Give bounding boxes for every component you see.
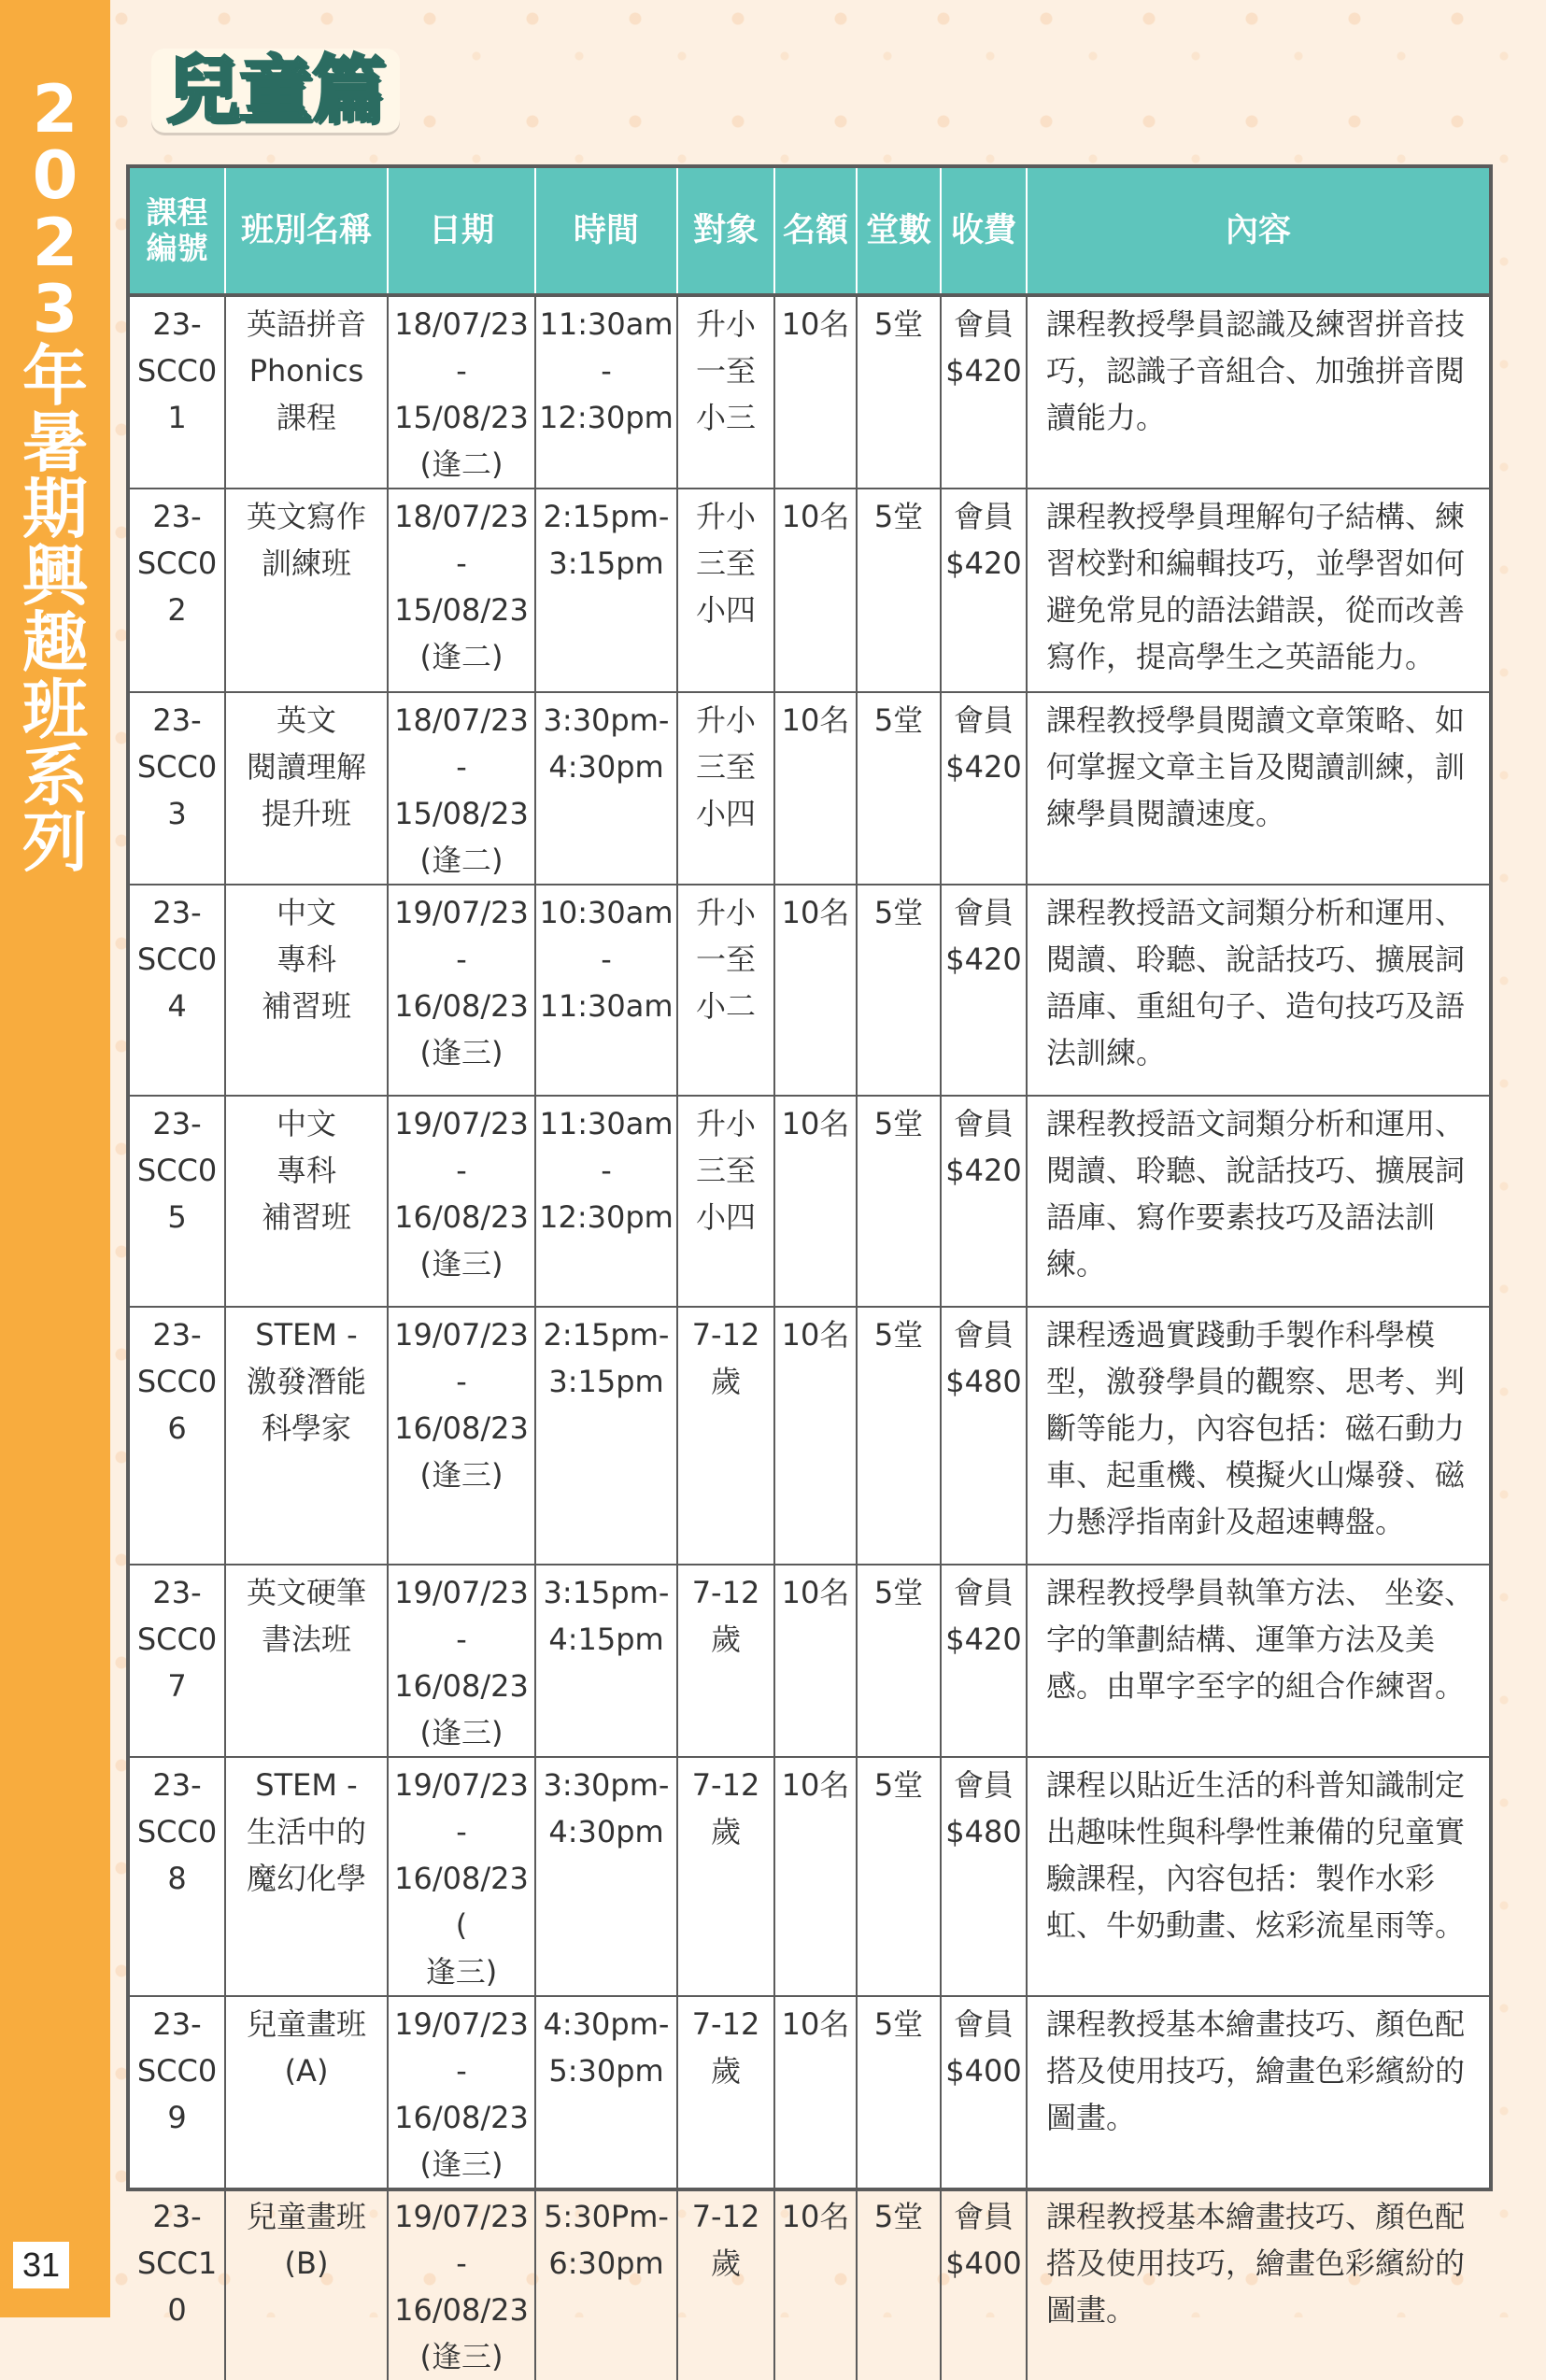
- course-sessions: 5堂: [857, 885, 941, 1096]
- course-time: 3:30pm- 4:30pm: [535, 1757, 677, 1996]
- table-row: [130, 1757, 1489, 1996]
- header-time: 時間: [535, 168, 677, 295]
- course-code: 23- SCC05: [130, 1096, 225, 1307]
- course-fee: 會員 $420: [941, 1096, 1027, 1307]
- course-content: 課程教授學員理解句子結構、練習校對和編輯技巧，並學習如何避免常見的語法錯誤，從而改善寫作，提高學生之英語能力。: [1027, 489, 1489, 692]
- course-content: 課程教授學員執筆方法、 坐姿、字的筆劃結構、運筆方法及美感。由單字至字的組合作練習。: [1027, 1565, 1489, 1757]
- course-target: 7-12歲: [677, 1996, 774, 2189]
- table-row: [130, 1307, 1489, 1565]
- course-content: 課程教授基本繪畫技巧、顏色配搭及使用技巧，繪畫色彩繽紛的圖畫。: [1027, 1996, 1489, 2189]
- course-sessions: 5堂: [857, 1757, 941, 1996]
- course-date: 19/07/23- 16/08/23 ( 逢三): [388, 1757, 535, 1996]
- header-code: 課程 編號: [130, 168, 225, 295]
- side-bar: [0, 0, 110, 2317]
- course-name: STEM - 激發潛能 科學家: [225, 1307, 388, 1565]
- course-sessions: 5堂: [857, 1096, 941, 1307]
- course-fee: 會員 $400: [941, 2189, 1027, 2380]
- course-time: 11:30am- 12:30pm: [535, 295, 677, 489]
- series-title-char: 列: [22, 804, 88, 882]
- course-quota: 10名: [774, 1757, 857, 1996]
- course-content: 課程透過實踐動手製作科學模型，激發學員的觀察、思考、判斷等能力，內容包括：磁石動力車、起重機、模擬火山爆發、磁力懸浮指南針及超速轉盤。: [1027, 1307, 1489, 1565]
- course-target: 7-12歲: [677, 1757, 774, 1996]
- course-content: 課程教授學員閱讀文章策略、如何掌握文章主旨及閱讀訓練，訓練學員閱讀速度。: [1027, 692, 1489, 885]
- course-name: 英文寫作 訓練班: [225, 489, 388, 692]
- course-name: 兒童畫班 (A): [225, 1996, 388, 2189]
- course-fee: 會員 $400: [941, 1996, 1027, 2189]
- series-title-char: 趣: [22, 604, 88, 682]
- course-quota: 10名: [774, 1996, 857, 2189]
- table-row: [130, 489, 1489, 692]
- course-time: 3:30pm- 4:30pm: [535, 692, 677, 885]
- course-time: 2:15pm- 3:15pm: [535, 489, 677, 692]
- course-name: STEM - 生活中的 魔幻化學: [225, 1757, 388, 1996]
- header-content: 內容: [1027, 168, 1489, 295]
- course-sessions: 5堂: [857, 692, 941, 885]
- course-name: 中文 專科 補習班: [225, 885, 388, 1096]
- course-quota: 10名: [774, 295, 857, 489]
- series-title-char: 暑: [22, 404, 88, 481]
- table-row: [130, 295, 1489, 489]
- course-time: 10:30am- 11:30am: [535, 885, 677, 1096]
- table-row: [130, 692, 1489, 885]
- course-time: 11:30am- 12:30pm: [535, 1096, 677, 1307]
- course-date: 19/07/23- 16/08/23 (逢三): [388, 1096, 535, 1307]
- series-title-char: 期: [22, 471, 88, 548]
- course-target: 7-12歲: [677, 1307, 774, 1565]
- header-quota: 名額: [774, 168, 857, 295]
- table-row: [130, 885, 1489, 1096]
- table-header-row: [130, 168, 1489, 295]
- table-row: [130, 1096, 1489, 1307]
- section-title: 兒童篇: [151, 49, 400, 133]
- series-title-char: 興: [22, 537, 88, 615]
- course-fee: 會員 $480: [941, 1757, 1027, 1996]
- table-row: [130, 1996, 1489, 2189]
- course-target: 升小 三至 小四: [677, 1096, 774, 1307]
- course-name: 英文硬筆 書法班: [225, 1565, 388, 1757]
- course-code: 23- SCC04: [130, 885, 225, 1096]
- course-date: 18/07/23- 15/08/23 (逢二): [388, 489, 535, 692]
- course-code: 23- SCC10: [130, 2189, 225, 2380]
- course-code: 23- SCC07: [130, 1565, 225, 1757]
- course-code: 23- SCC01: [130, 295, 225, 489]
- course-sessions: 5堂: [857, 1996, 941, 2189]
- course-sessions: 5堂: [857, 489, 941, 692]
- course-fee: 會員 $480: [941, 1307, 1027, 1565]
- series-title-char: 2: [32, 204, 78, 281]
- course-name: 英語拼音 Phonics 課程: [225, 295, 388, 489]
- course-quota: 10名: [774, 885, 857, 1096]
- table-row: [130, 2189, 1489, 2380]
- course-quota: 10名: [774, 1307, 857, 1565]
- course-name: 兒童畫班 (B): [225, 2189, 388, 2380]
- series-title-char: 0: [32, 137, 78, 215]
- course-time: 5:30Pm- 6:30pm: [535, 2189, 677, 2380]
- course-quota: 10名: [774, 692, 857, 885]
- course-quota: 10名: [774, 1096, 857, 1307]
- course-content: 課程教授基本繪畫技巧、顏色配搭及使用技巧，繪畫色彩繽紛的圖畫。: [1027, 2189, 1489, 2380]
- course-content: 課程教授學員認識及練習拼音技巧，認識子音組合、加強拼音閱讀能力。: [1027, 295, 1489, 489]
- course-date: 18/07/23- 15/08/23 (逢二): [388, 692, 535, 885]
- header-target: 對象: [677, 168, 774, 295]
- header-date: 日期: [388, 168, 535, 295]
- page-number: 31: [13, 2242, 69, 2288]
- course-date: 19/07/23- 16/08/23 (逢三): [388, 2189, 535, 2380]
- course-fee: 會員 $420: [941, 1565, 1027, 1757]
- course-code: 23- SCC06: [130, 1307, 225, 1565]
- course-date: 19/07/23- 16/08/23 (逢三): [388, 1996, 535, 2189]
- series-title-char: 年: [22, 337, 88, 415]
- course-fee: 會員 $420: [941, 692, 1027, 885]
- course-sessions: 5堂: [857, 1307, 941, 1565]
- table-row: [130, 1565, 1489, 1757]
- course-content: 課程教授語文詞類分析和運用、閱讀、聆聽、說話技巧、擴展詞語庫、寫作要素技巧及語法訓練。: [1027, 1096, 1489, 1307]
- course-quota: 10名: [774, 1565, 857, 1757]
- course-sessions: 5堂: [857, 1565, 941, 1757]
- course-code: 23- SCC02: [130, 489, 225, 692]
- header-name: 班別名稱: [225, 168, 388, 295]
- header-sessions: 堂數: [857, 168, 941, 295]
- series-title-char: 系: [22, 737, 88, 815]
- course-code: 23- SCC03: [130, 692, 225, 885]
- series-title: [0, 71, 110, 882]
- header-fee: 收費: [941, 168, 1027, 295]
- course-date: 19/07/23- 16/08/23 (逢三): [388, 885, 535, 1096]
- course-code: 23- SCC08: [130, 1757, 225, 1996]
- course-fee: 會員 $420: [941, 489, 1027, 692]
- course-target: 升小 三至 小四: [677, 489, 774, 692]
- course-date: 18/07/23- 15/08/23 (逢二): [388, 295, 535, 489]
- series-title-char: 班: [22, 671, 88, 748]
- course-target: 7-12歲: [677, 1565, 774, 1757]
- course-target: 7-12歲: [677, 2189, 774, 2380]
- course-target: 升小 一至 小三: [677, 295, 774, 489]
- series-title-char: 2: [32, 71, 78, 148]
- course-fee: 會員 $420: [941, 295, 1027, 489]
- course-name: 英文 閱讀理解 提升班: [225, 692, 388, 885]
- course-time: 3:15pm- 4:15pm: [535, 1565, 677, 1757]
- course-sessions: 5堂: [857, 295, 941, 489]
- course-time: 2:15pm- 3:15pm: [535, 1307, 677, 1565]
- course-content: 課程教授語文詞類分析和運用、閱讀、聆聽、說話技巧、擴展詞語庫、重組句子、造句技巧及語法訓練。: [1027, 885, 1489, 1096]
- course-content: 課程以貼近生活的科普知識制定出趣味性與科學性兼備的兒童實驗課程，內容包括：製作水彩虹、牛奶動畫、炫彩流星雨等。: [1027, 1757, 1489, 1996]
- course-table: [126, 164, 1493, 2374]
- course-date: 19/07/23- 16/08/23 (逢三): [388, 1565, 535, 1757]
- course-quota: 10名: [774, 489, 857, 692]
- course-fee: 會員 $420: [941, 885, 1027, 1096]
- course-date: 19/07/23- 16/08/23 (逢三): [388, 1307, 535, 1565]
- course-target: 升小 三至 小四: [677, 692, 774, 885]
- course-name: 中文 專科 補習班: [225, 1096, 388, 1307]
- course-code: 23- SCC09: [130, 1996, 225, 2189]
- course-quota: 10名: [774, 2189, 857, 2380]
- series-title-char: 3: [32, 271, 78, 348]
- course-time: 4:30pm- 5:30pm: [535, 1996, 677, 2189]
- course-target: 升小 一至 小二: [677, 885, 774, 1096]
- course-sessions: 5堂: [857, 2189, 941, 2380]
